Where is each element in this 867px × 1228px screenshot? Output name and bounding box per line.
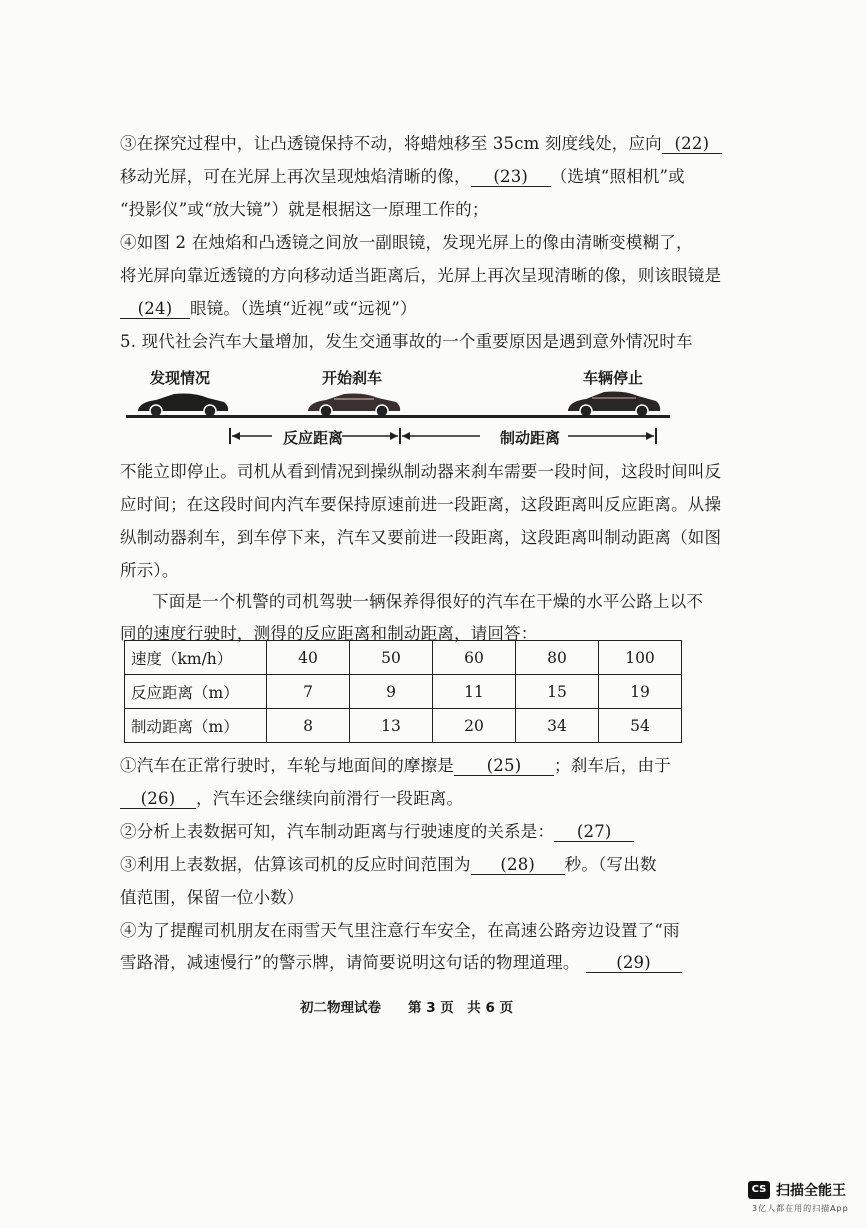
q5-para-line1: 不能立即停止。司机从看到情况到操纵制动器来刹车需要一段时间，这段时间叫反 (120, 462, 722, 481)
answer-blank-23[interactable]: (23) (471, 167, 551, 187)
page-footer: 初二物理试卷 第 3 页 共 6 页 (300, 1000, 514, 1016)
table-cell: 19 (599, 675, 682, 709)
table-cell: 7 (267, 675, 350, 709)
label-start-braking: 开始刹车 (322, 369, 383, 387)
sub-q3-line1: ③利用上表数据，估算该司机的反应时间范围为 (28) 秒。（写出数 (120, 855, 657, 874)
table-cell: 15 (516, 675, 599, 709)
label-found-situation: 发现情况 (150, 369, 211, 387)
answer-blank-26[interactable]: (26) (120, 789, 196, 809)
table-row (125, 641, 682, 675)
label-vehicle-stop: 车辆停止 (583, 369, 644, 387)
answer-blank-22[interactable]: (22) (662, 134, 722, 154)
table-cell: 11 (433, 675, 516, 709)
car-icon-stopped (564, 388, 662, 418)
sub-q1-line2: (26) ，汽车还会继续向前滑行一段距离。 (120, 785, 463, 809)
table-row-header: 速度（km/h） (125, 641, 267, 675)
q5-para-line6: 同的速度行驶时，测得的反应距离和制动距离，请回答： (120, 624, 538, 643)
q5-intro: 5. 现代社会汽车大量增加，发生交通事故的一个重要原因是遇到意外情况时车 (120, 332, 693, 351)
road-line (126, 415, 670, 418)
table-row (125, 709, 682, 743)
q5-para-line5: 下面是一个机警的司机驾驶一辆保养得很好的汽车在干燥的水平公路上以不 (152, 592, 704, 611)
scanner-logo-icon: CS (748, 1181, 770, 1199)
table-cell: 100 (599, 641, 682, 675)
table-row (125, 675, 682, 709)
table-row-header: 反应距离（m） (125, 675, 267, 709)
table-cell: 13 (350, 709, 433, 743)
sub-q2: ②分析上表数据可知，汽车制动距离与行驶速度的关系是： (27) (120, 818, 634, 842)
sub-q3-line2: 值范围，保留一位小数） (120, 888, 304, 907)
answer-blank-25[interactable]: (25) (454, 756, 554, 776)
table-cell: 54 (599, 709, 682, 743)
table-cell: 9 (350, 675, 433, 709)
q4-line2: 将光屏向靠近透镜的方向移动适当距离后，光屏上再次呈现清晰的像，则该眼镜是 (120, 266, 722, 285)
table-cell: 8 (267, 709, 350, 743)
label-reaction-distance: 反应距离 (283, 429, 344, 447)
answer-blank-28[interactable]: (28) (471, 855, 565, 875)
table-cell: 20 (433, 709, 516, 743)
answer-blank-29[interactable]: (29) (586, 953, 682, 973)
car-icon-found (134, 390, 230, 418)
answer-blank-24[interactable]: (24) (120, 299, 190, 319)
sub-q4-line1: ④为了提醒司机朋友在雨雪天气里注意行车安全，在高速公路旁边设置了“雨 (120, 921, 680, 940)
q4-line3: (24) 眼镜。（选填“近视”或“远视”） (120, 295, 417, 319)
car-icon-braking (304, 390, 402, 418)
q3-line1: ③在探究过程中，让凸透镜保持不动，将蜡烛移至 35cm 刻度线处，应向 (22) (120, 130, 722, 154)
sub-q4-line2: 雪路滑，减速慢行”的警示牌，请简要说明这句话的物理道理。 (29) (120, 949, 682, 973)
answer-blank-27[interactable]: (27) (554, 822, 634, 842)
scanner-brand: 扫描全能王 (776, 1183, 846, 1199)
scanner-tagline: 3亿人都在用的扫描App (752, 1204, 849, 1213)
table-cell: 40 (267, 641, 350, 675)
q5-para-line2: 应时间；在这段时间内汽车要保持原速前进一段距离，这段距离叫反应距离。从操 (120, 495, 722, 514)
table-row-header: 制动距离（m） (125, 709, 267, 743)
q3-line2: 移动光屏，可在光屏上再次呈现烛焰清晰的像， (23) （选填“照相机”或 (120, 167, 685, 186)
table-cell: 80 (516, 641, 599, 675)
q5-para-line4: 所示）。 (120, 561, 179, 580)
speed-distance-table (124, 640, 682, 743)
table-cell: 34 (516, 709, 599, 743)
sub-q1-line1: ①汽车在正常行驶时，车轮与地面间的摩擦是 (25) ；刹车后，由于 (120, 756, 671, 775)
q4-line1: ④如图 2 在烛焰和凸透镜之间放一副眼镜，发现光屏上的像由清晰变模糊了， (120, 233, 693, 252)
table-cell: 50 (350, 641, 433, 675)
label-braking-distance: 制动距离 (500, 429, 561, 447)
table-cell: 60 (433, 641, 516, 675)
q5-para-line3: 纵制动器刹车，到车停下来，汽车又要前进一段距离，这段距离叫制动距离（如图 (120, 528, 722, 547)
q3-line3: “投影仪”或“放大镜”）就是根据这一原理工作的； (120, 200, 489, 219)
